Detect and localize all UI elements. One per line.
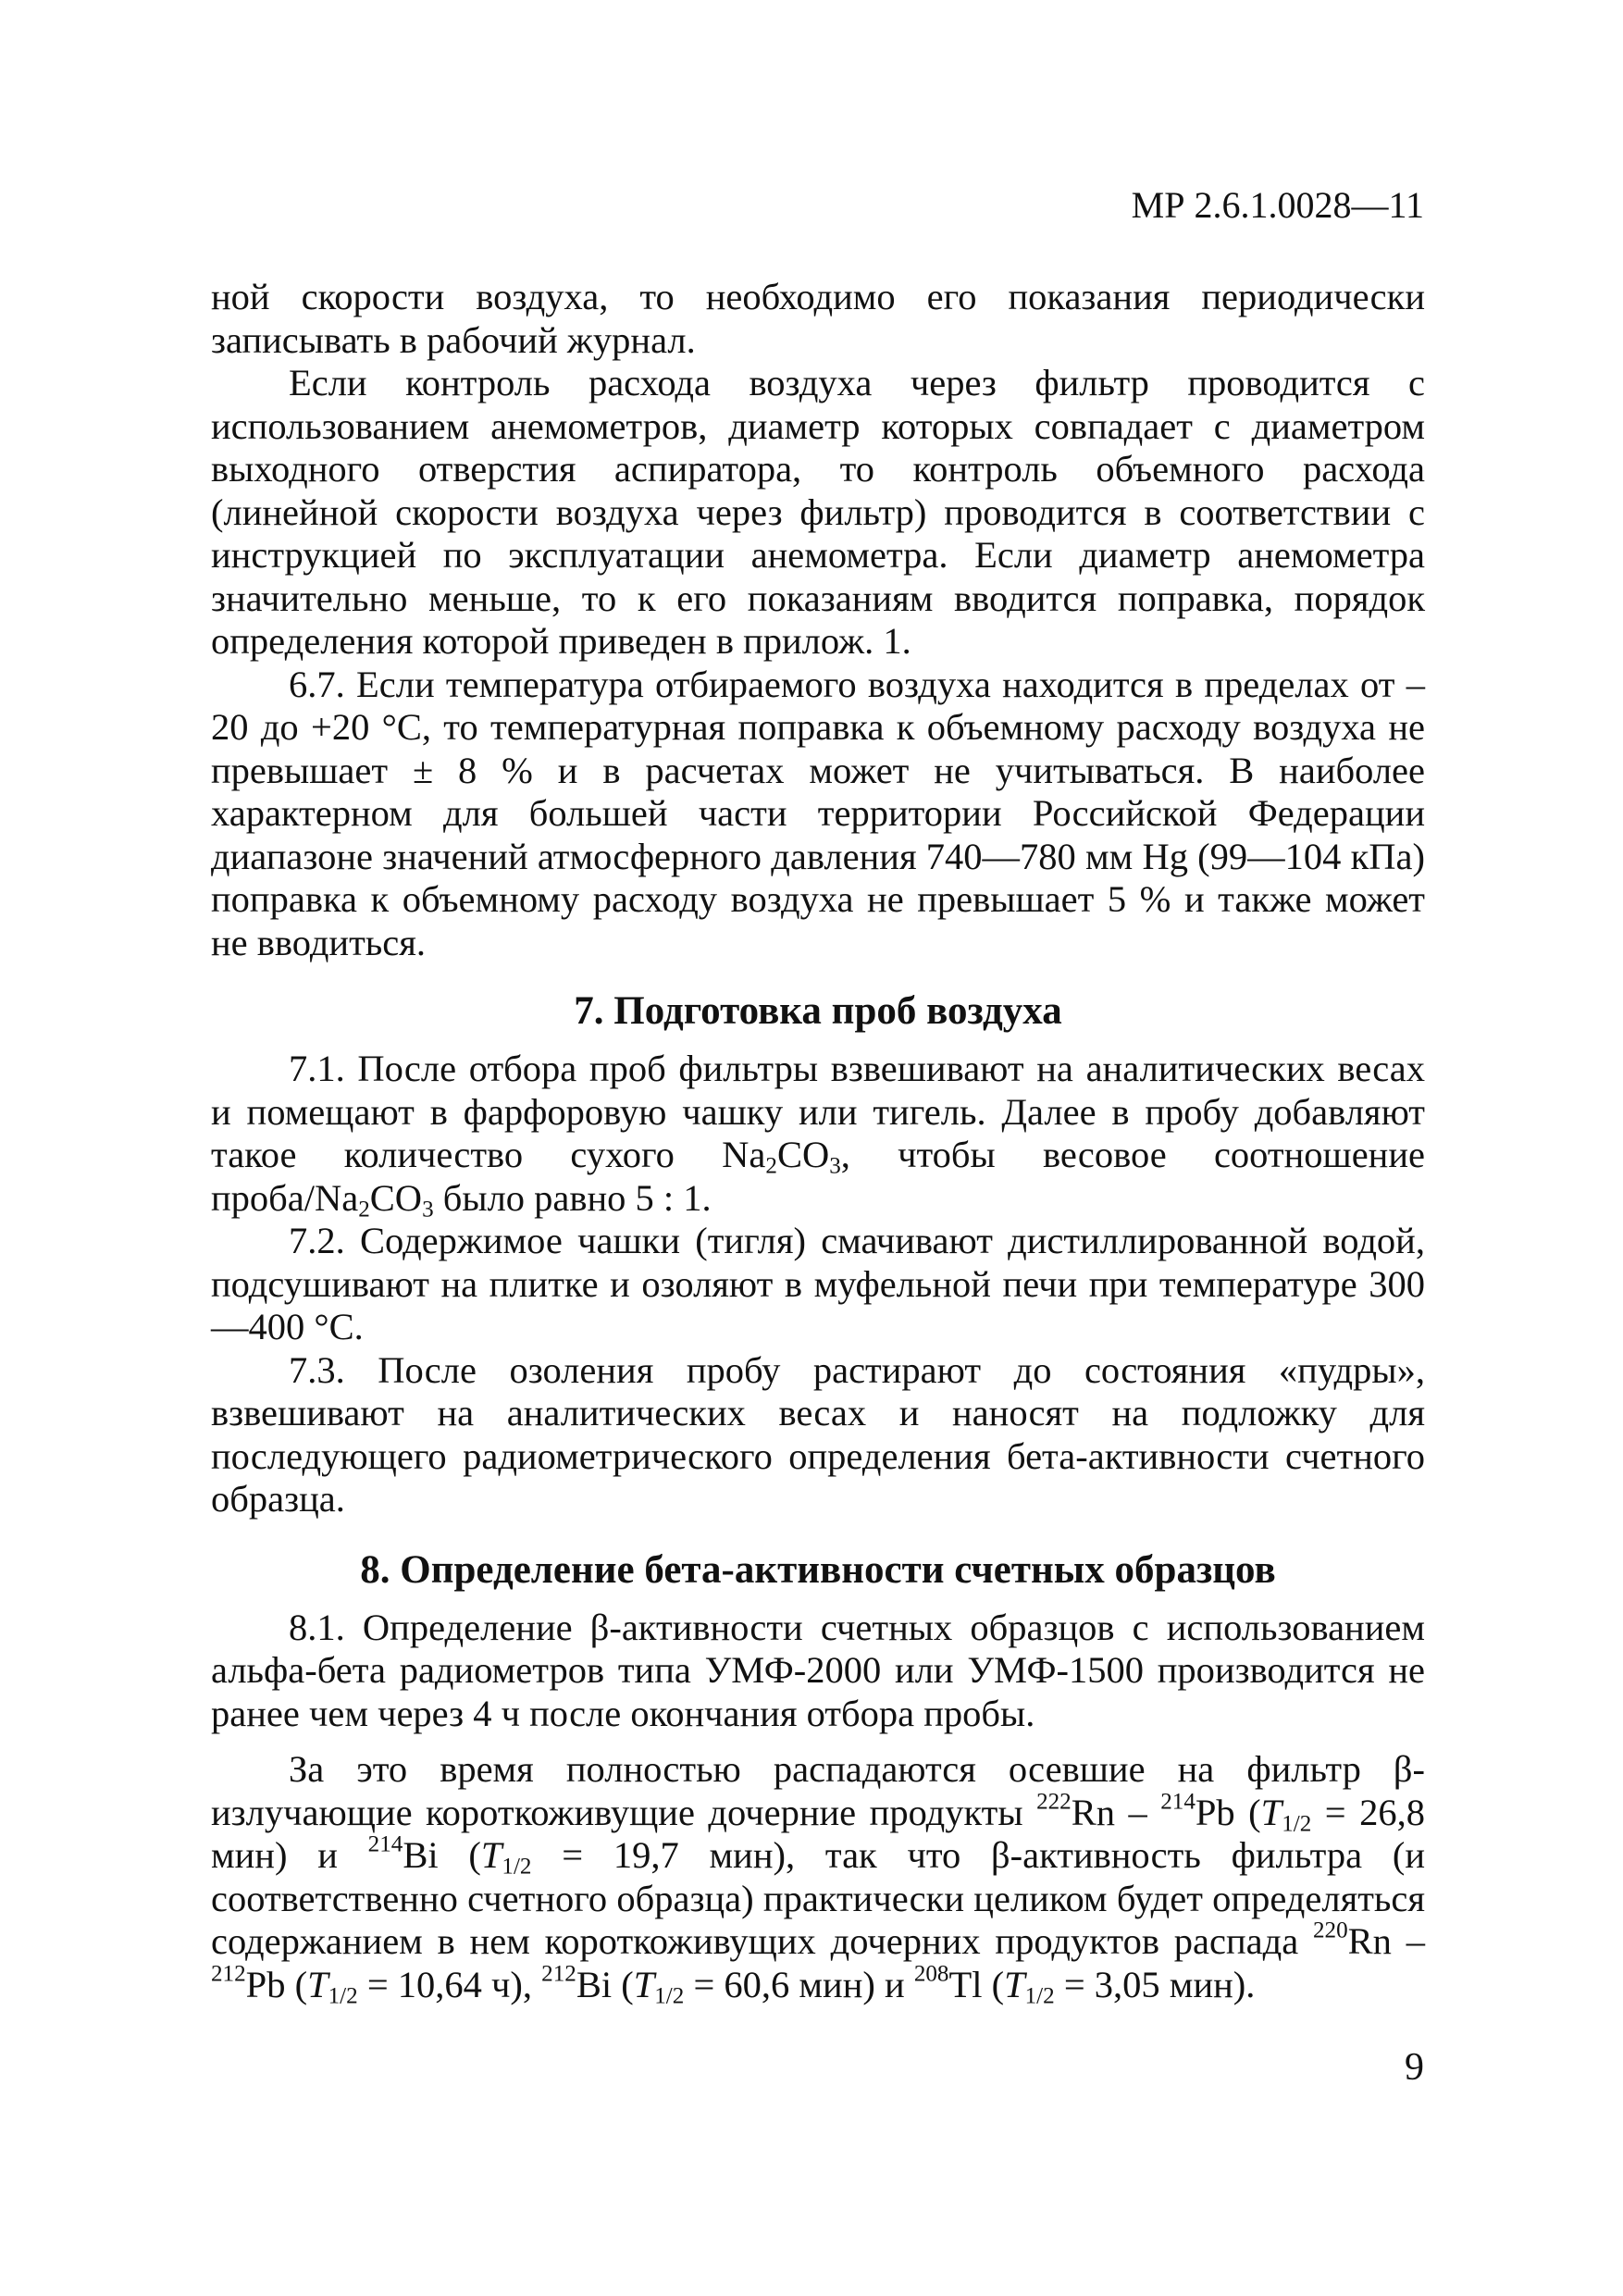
section-7-heading: 7. Подготовка проб воздуха — [574, 989, 1062, 1033]
paragraph-7-1: 7.1. После отбора проб фильтры взвешивают на аналитических весах и помещают в фарфоровую чашку или тигель. Далее в пробу добавляют такое количество сухого $Na_2CO_3$, чтобы весовое соотношение проба/$Na_2CO_3$ было равно 5 : 1. — [211, 1048, 1425, 1222]
document-code-header: МР 2.6.1.0028—11 — [1131, 184, 1424, 226]
section-8-heading: 8. Определение бета-активности счетных образцов — [360, 1547, 1276, 1592]
paragraph-6-7: 6.7. Если температура отбираемого воздуха находится в пределах от –20 до +20 °С, то температурная поправка к объемному расходу воздуха не превышает ± 8 % и в расчетах может не учитываться. В наиболее характерном для большей части территории Российской Федерации диапазоне значений атмосферного давления 740—780 мм Hg (99—104 кПа) поправка к объемному расходу воздуха не превышает 5 % и также может не вводиться. — [211, 663, 1425, 963]
page-content — [211, 276, 1425, 2006]
page-number: 9 — [1405, 2046, 1424, 2089]
paragraph-anemometer-control: Если контроль расхода воздуха через фильтр проводится с использованием анемометров, диаметр которых совпадает с диаметром выходного отверстия аспиратора, то контроль объемного расхода (линейной скорости воздуха через фильтр) проводится в соответствии с инструкцией по эксплуатации анемометра. Если диаметр анемометра значительно меньше, то к его показаниям вводится поправка, порядок определения которой приведен в прилож. 1. — [211, 362, 1425, 662]
paragraph-7-3: 7.3. После озоления пробу растирают до состояния «пудры», взвешивают на аналитических весах и наносят на подложку для последующего радиометрического определения бета-активности счетного образца. — [211, 1348, 1425, 1520]
paragraph-7-2: 7.2. Содержимое чашки (тигля) смачивают дистиллированной водой, подсушивают на плитке и озоляют в муфельной печи при температуре 300—400 °С. — [211, 1220, 1425, 1347]
paragraph-8-1: 8.1. Определение β-активности счетных образцов с использованием альфа-бета радиометров типа УМФ-2000 или УМФ-1500 производится не ранее чем через 4 ч после окончания отбора пробы. — [211, 1606, 1425, 1734]
paragraph-continuation: ной скорости воздуха, то необходимо его показания периодически записывать в рабочий журнал. — [211, 276, 1425, 361]
paragraph-decay-products: За это время полностью распадаются осевшие на фильтр β-излучающие короткоживущие дочерние продукты $^{222}$Rn – $^{214}$Pb ($T_{1/2} = 26,8$ мин) и $^{214}$Bi ($T_{1/2} = 19,7$ мин), так что β-активность фильтра (и соответственно счетного образца) практически целиком будет определяться содержанием в нем короткоживущих дочерних продуктов распада $^{220}$Rn – $^{212}$Pb ($T_{1/2} = 10,64$ ч), $^{212}$Bi ($T_{1/2} = 60,6$ мин) и $^{208}$Tl ($T_{1/2} = 3,05$ мин). — [211, 1748, 1425, 2008]
